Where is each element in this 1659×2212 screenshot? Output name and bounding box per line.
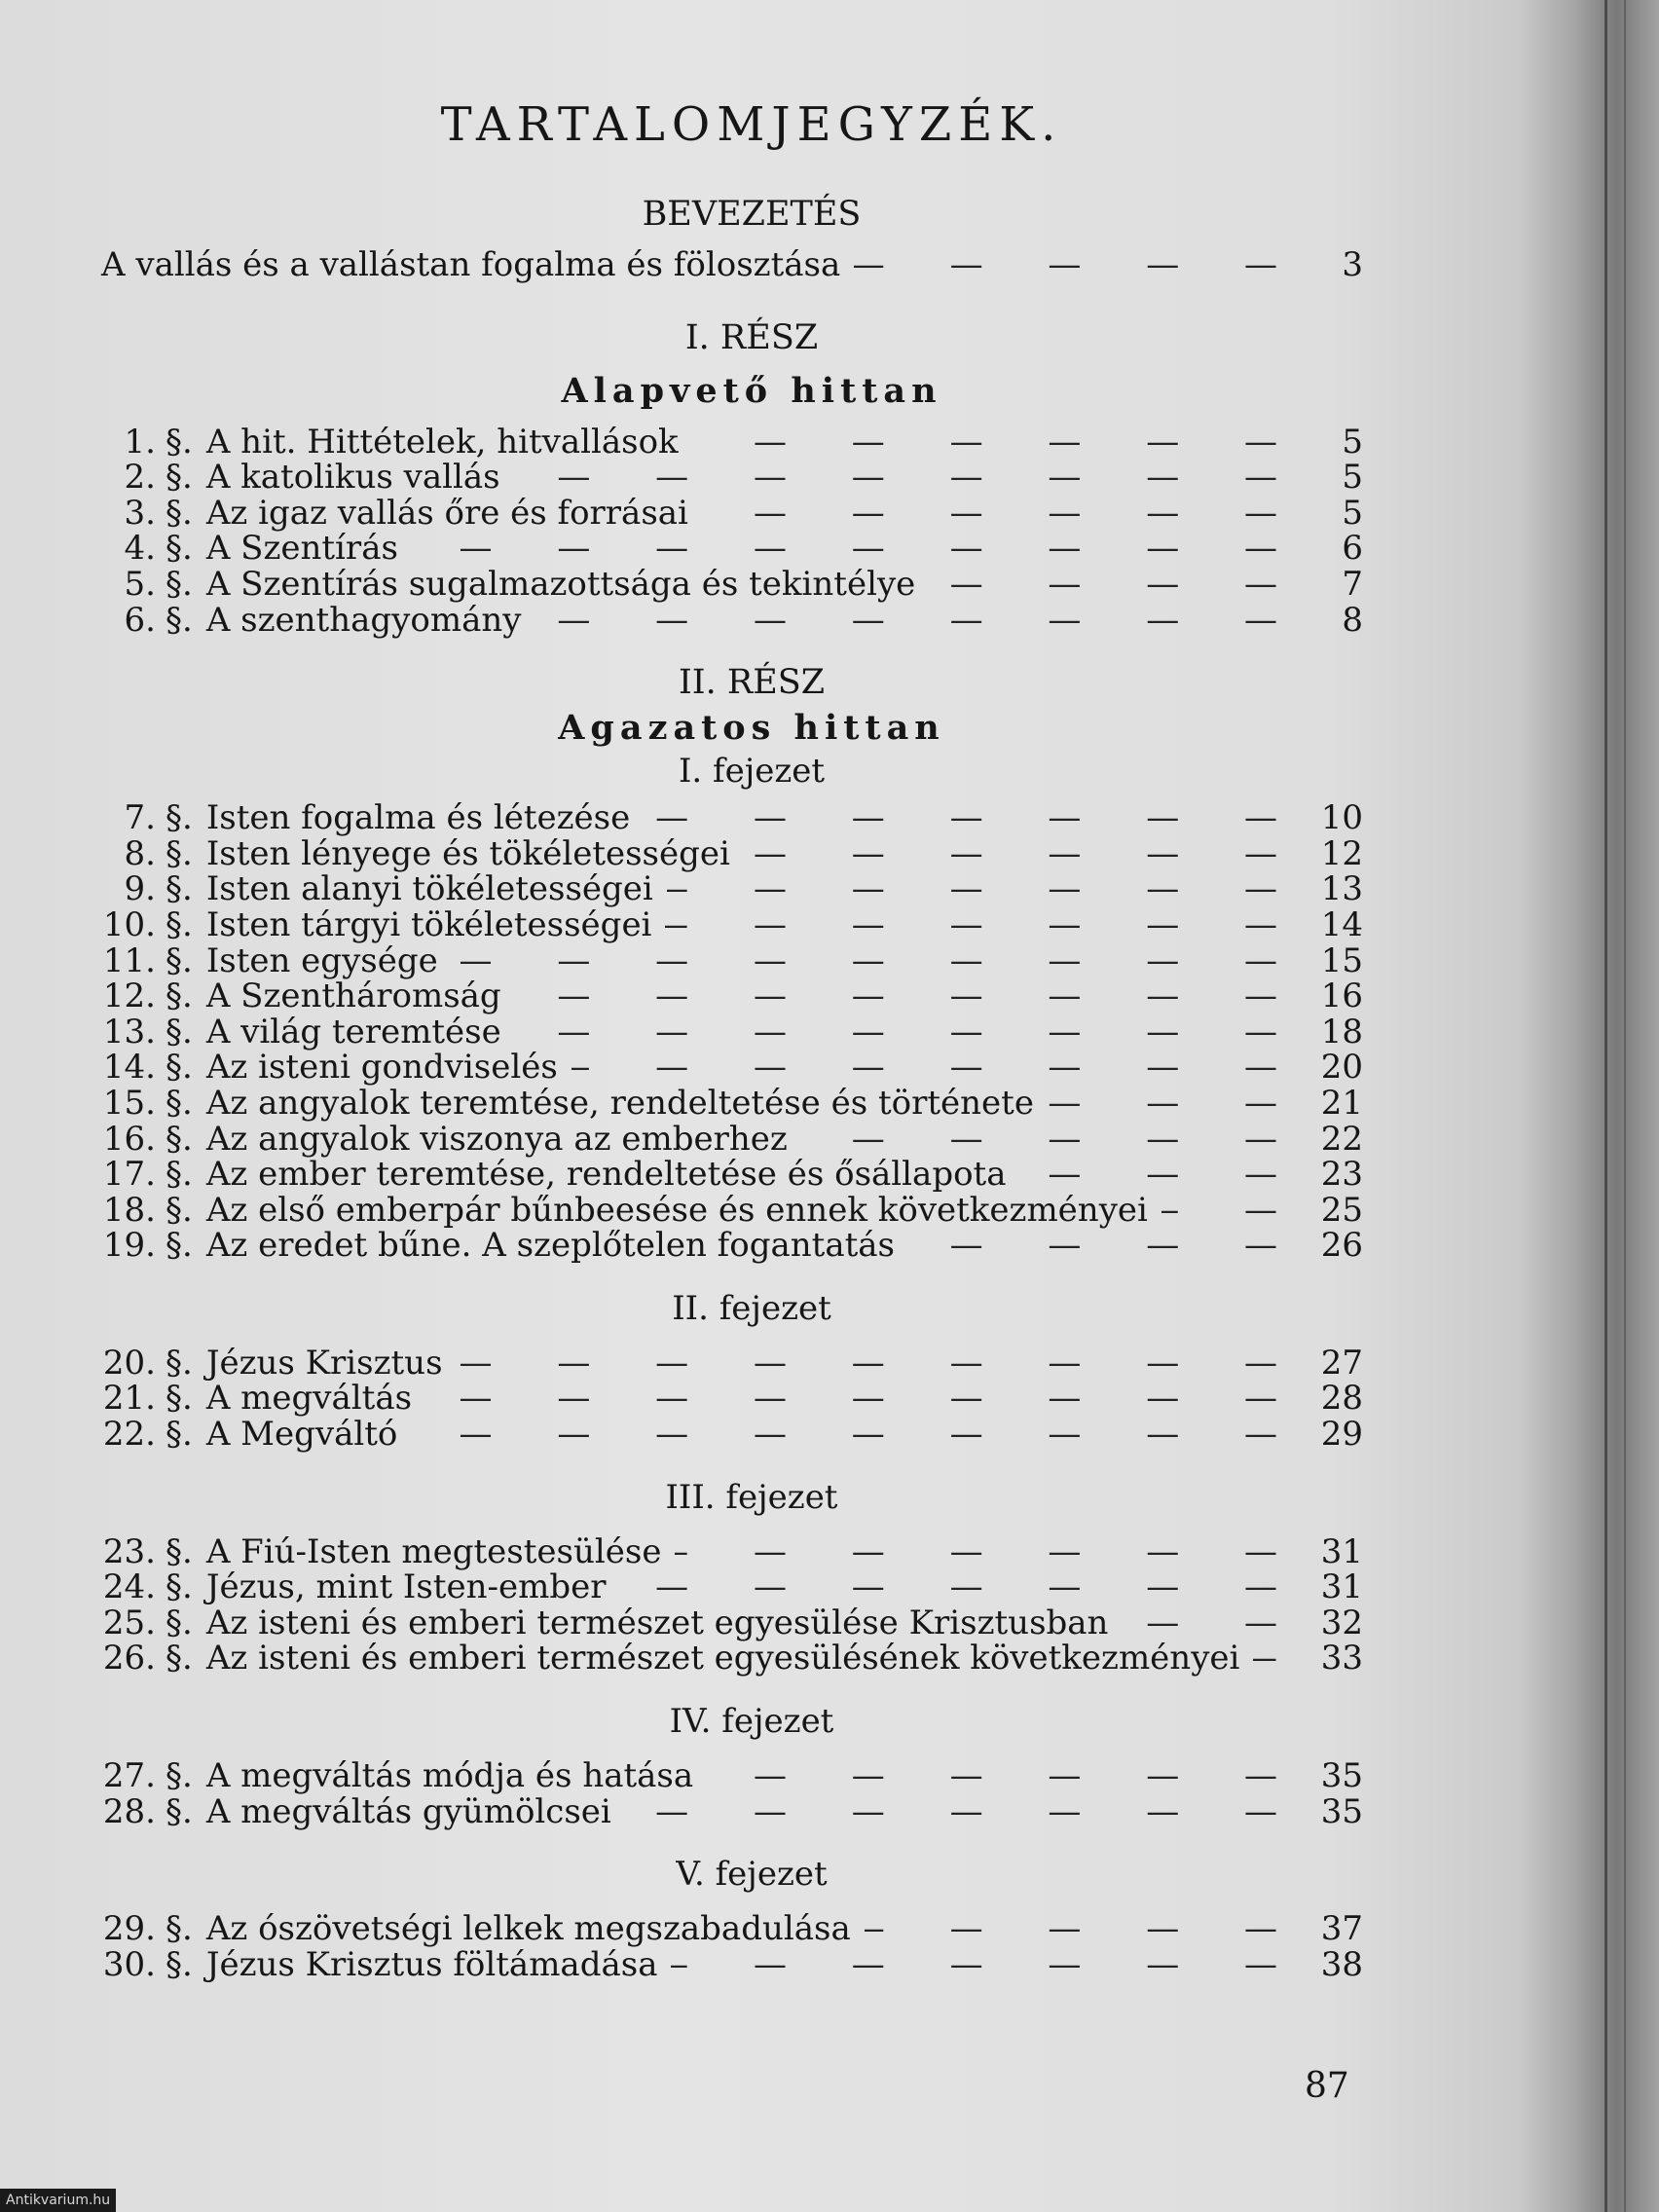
section-sign: §.: [166, 1567, 193, 1607]
toc-entry: [101, 871, 1363, 907]
entry-title: A vallás és a vallástan fogalma és fölosztása: [101, 245, 841, 284]
part1-title: Alapvető hittan: [561, 370, 942, 411]
page-title: TARTALOMJEGYZÉK.: [440, 97, 1063, 152]
dot-leader: [1122, 1605, 1305, 1641]
entry-page: 5: [1342, 422, 1363, 461]
section-sign: §.: [166, 600, 193, 640]
toc-entry: [101, 1014, 1363, 1051]
entry-title: Jézus Krisztus: [205, 1343, 443, 1382]
section-sign: §.: [166, 564, 193, 604]
dot-leader: [854, 247, 1305, 283]
dot-leader: [675, 1534, 1305, 1570]
toc-entry: [101, 1605, 1363, 1641]
dot-leader: [412, 531, 1305, 567]
dot-leader: [411, 1417, 1305, 1453]
section-sign: §.: [166, 1343, 193, 1382]
toc-entry: [101, 1758, 1363, 1794]
section-sign: §.: [166, 1190, 193, 1230]
toc-entry: [101, 564, 1363, 604]
chapter-heading: II. fejezet: [672, 1288, 831, 1328]
section-sign: §.: [166, 869, 193, 909]
entry-title: A Megváltó: [205, 1415, 398, 1455]
dot-leader: [619, 1569, 1305, 1605]
entry-title: Isten lényege és tökéletességei: [205, 833, 730, 873]
dot-leader: [452, 943, 1305, 979]
dot-leader: [744, 836, 1305, 872]
entry-number: 27.: [102, 1756, 156, 1796]
toc-entry: [101, 800, 1363, 836]
entry-title: A hit. Hittételek, hitvallások: [205, 422, 679, 461]
toc-entry: [101, 1343, 1363, 1382]
toc-entry: [101, 1190, 1363, 1230]
toc-entry: [101, 833, 1363, 873]
entry-title: Isten egysége: [205, 940, 438, 980]
entry-number: 12.: [102, 977, 156, 1016]
entry-title: A katolikus vallás: [205, 458, 500, 498]
entry-page: 31: [1320, 1567, 1363, 1607]
entry-page: 10: [1320, 798, 1363, 838]
entry-number: 16.: [102, 1119, 156, 1159]
chapter-block: [101, 1453, 1363, 1677]
entry-number: 26.: [102, 1639, 156, 1678]
entry-number: 20.: [102, 1343, 156, 1382]
entry-title: Az első emberpár bűnbeesése és ennek következményei: [205, 1190, 1148, 1230]
entry-number: 4.: [124, 529, 156, 569]
toc-entry: [101, 1228, 1363, 1264]
dot-leader: [692, 424, 1305, 461]
toc-entry: [101, 1083, 1363, 1123]
entry-title: Az eredet bűne. A szeplőtelen fogantatás: [205, 1226, 895, 1266]
section-sign: §.: [166, 940, 193, 980]
chapter-block: [101, 748, 1363, 1264]
toc-entry: [101, 600, 1363, 640]
section-sign: §.: [166, 1048, 193, 1088]
entry-page: 16: [1320, 977, 1363, 1016]
toc-entry: [101, 493, 1363, 533]
section-sign: §.: [166, 1791, 193, 1831]
section-sign: §.: [166, 493, 193, 533]
section-sign: §.: [166, 1226, 193, 1266]
entry-title: Jézus Krisztus föltámadása: [205, 1944, 658, 1984]
toc-entry: [101, 1417, 1363, 1453]
entry-page: 33: [1320, 1639, 1363, 1678]
entry-title: Az isteni és emberi természet egyesülése Krisztusban: [205, 1603, 1109, 1642]
toc-entry: [101, 1531, 1363, 1571]
entry-number: 13.: [102, 1012, 156, 1051]
intro-heading: BEVEZETÉS: [642, 195, 862, 234]
entry-number: 3.: [124, 493, 156, 533]
part2-title: Agazatos hittan: [558, 708, 945, 749]
dot-leader: [1253, 1641, 1305, 1677]
entry-title: Az ember teremtése, rendeltetése és ősállapota: [205, 1155, 1007, 1195]
dot-leader: [1048, 1086, 1305, 1122]
entry-page: 13: [1320, 869, 1363, 909]
entry-title: A megváltás: [205, 1379, 413, 1419]
entry-page: 21: [1320, 1083, 1363, 1123]
chapter-heading: IV. fejezet: [669, 1702, 834, 1742]
entry-page: 18: [1320, 1012, 1363, 1051]
section-sign: §.: [166, 1119, 193, 1159]
entry-title: Isten alanyi tökéletességei: [205, 869, 653, 909]
table-of-contents: [101, 97, 1363, 1982]
chapter-block: [101, 1829, 1363, 1982]
entry-title: Isten tárgyi tökéletességei: [205, 904, 652, 944]
page-number: 87: [1305, 2066, 1349, 2106]
section-sign: §.: [166, 833, 193, 873]
entry-page: 23: [1320, 1155, 1363, 1195]
chapter-heading: V. fejezet: [676, 1855, 828, 1895]
chapter-heading: I. fejezet: [678, 752, 826, 792]
toc-entry: [101, 460, 1363, 496]
dot-leader: [625, 1794, 1305, 1830]
toc-entry: [101, 1641, 1363, 1677]
section-sign: §.: [166, 1603, 193, 1642]
toc-entry: [101, 1944, 1363, 1984]
entry-title: Jézus, mint Isten-ember: [205, 1567, 607, 1607]
entry-page: 27: [1320, 1343, 1363, 1382]
section-sign: §.: [166, 458, 193, 498]
entry-page: 3: [1342, 245, 1363, 284]
section-sign: §.: [166, 1379, 193, 1419]
dot-leader: [908, 1228, 1305, 1264]
entry-title: Az isteni és emberi természet egyesülésének következményei: [205, 1639, 1240, 1678]
entry-number: 30.: [102, 1944, 156, 1984]
entry-number: 5.: [124, 564, 156, 604]
entry-page: 12: [1320, 833, 1363, 873]
entry-title: A világ teremtése: [205, 1012, 501, 1051]
entry-number: 15.: [102, 1083, 156, 1123]
entry-number: 11.: [102, 940, 156, 980]
toc-entry: [101, 1050, 1363, 1086]
entry-number: 22.: [102, 1415, 156, 1455]
toc-entry-intro: [101, 247, 1363, 283]
entry-title: A Fiú-Isten megtestesülése: [205, 1531, 662, 1571]
entry-page: 8: [1342, 600, 1363, 640]
entry-page: 28: [1320, 1379, 1363, 1419]
entry-number: 1.: [124, 422, 156, 461]
entry-title: A megváltás gyümölcsei: [205, 1791, 611, 1831]
chapter-block: [101, 1264, 1363, 1453]
dot-leader: [707, 1758, 1305, 1794]
dot-leader: [571, 1050, 1305, 1086]
section-sign: §.: [166, 1531, 193, 1571]
dot-leader: [535, 603, 1305, 639]
dot-leader: [515, 978, 1305, 1014]
entry-page: 6: [1342, 529, 1363, 569]
entry-title: Az ószövetségi lelkek megszabadulása: [205, 1909, 851, 1949]
entry-number: 7.: [124, 798, 156, 838]
entry-title: Az angyalok viszonya az emberhez: [205, 1119, 788, 1159]
dot-leader: [702, 496, 1305, 532]
toc-entry: [101, 1119, 1363, 1159]
dot-leader: [514, 460, 1305, 496]
entry-page: 7: [1342, 564, 1363, 604]
part1-heading: I. RÉSZ: [684, 317, 819, 357]
entry-number: 24.: [102, 1567, 156, 1607]
entry-title: A szenthagyomány: [205, 600, 522, 640]
dot-leader: [1161, 1193, 1305, 1229]
entry-page: 5: [1342, 458, 1363, 498]
dot-leader: [865, 1911, 1305, 1947]
toc-entry: [101, 940, 1363, 980]
toc-entry: [101, 531, 1363, 567]
entry-title: Isten fogalma és létezése: [205, 798, 631, 838]
entry-title: A megváltás módja és hatása: [205, 1756, 694, 1796]
entry-number: 18.: [102, 1190, 156, 1230]
entry-page: 15: [1320, 940, 1363, 980]
section-sign: §.: [166, 1083, 193, 1123]
dot-leader: [671, 1947, 1305, 1983]
entry-title: A Szentírás sugalmazottsága és tekintélye: [205, 564, 916, 604]
entry-number: 29.: [102, 1909, 156, 1949]
book-spine-shadow: [1519, 0, 1659, 2212]
section-sign: §.: [166, 977, 193, 1016]
entry-number: 10.: [102, 904, 156, 944]
entry-page: 37: [1320, 1909, 1363, 1949]
dot-leader: [929, 567, 1305, 603]
entry-title: A Szentháromság: [205, 977, 501, 1016]
entry-title: A Szentírás: [205, 529, 398, 569]
toc-entry: [101, 978, 1363, 1014]
toc-entry: [101, 1911, 1363, 1947]
entry-number: 21.: [102, 1379, 156, 1419]
entry-number: 9.: [124, 869, 156, 909]
dot-leader: [801, 1122, 1305, 1158]
section-sign: §.: [166, 1909, 193, 1949]
toc-entry: [101, 1157, 1363, 1193]
entry-page: 14: [1320, 904, 1363, 944]
entry-number: 2.: [124, 458, 156, 498]
entry-page: 31: [1320, 1531, 1363, 1571]
section-sign: §.: [166, 1415, 193, 1455]
entry-page: 35: [1320, 1791, 1363, 1831]
chapter-heading: III. fejezet: [665, 1477, 838, 1517]
entry-page: 32: [1320, 1603, 1363, 1642]
section-sign: §.: [166, 798, 193, 838]
dot-leader: [667, 871, 1305, 907]
entry-page: 22: [1320, 1119, 1363, 1159]
toc-entry: [101, 1569, 1363, 1605]
entry-page: 25: [1320, 1190, 1363, 1230]
section-sign: §.: [166, 529, 193, 569]
watermark: Antikvarium.hu: [0, 2189, 116, 2212]
section-sign: §.: [166, 1155, 193, 1195]
entry-page: 26: [1320, 1226, 1363, 1266]
section-sign: §.: [166, 422, 193, 461]
part2-heading: II. RÉSZ: [678, 663, 826, 703]
section-sign: §.: [166, 904, 193, 944]
section-sign: §.: [166, 1944, 193, 1984]
part2-chapters: [101, 748, 1363, 1982]
part1-entries: [101, 424, 1363, 639]
chapter-block: [101, 1677, 1363, 1829]
dot-leader: [1020, 1157, 1306, 1193]
entry-page: 5: [1342, 493, 1363, 533]
entry-number: 23.: [102, 1531, 156, 1571]
dot-leader: [425, 1381, 1305, 1417]
dot-leader: [515, 1014, 1305, 1051]
dot-leader: [644, 800, 1305, 836]
toc-entry: [101, 424, 1363, 461]
entry-number: 25.: [102, 1603, 156, 1642]
entry-page: 29: [1320, 1415, 1363, 1455]
dot-leader: [665, 907, 1305, 943]
toc-entry: [101, 1791, 1363, 1831]
section-sign: §.: [166, 1012, 193, 1051]
entry-number: 19.: [102, 1226, 156, 1266]
section-sign: §.: [166, 1756, 193, 1796]
entry-page: 35: [1320, 1756, 1363, 1796]
entry-page: 38: [1320, 1944, 1363, 1984]
entry-number: 8.: [124, 833, 156, 873]
entry-number: 6.: [124, 600, 156, 640]
toc-entry: [101, 1381, 1363, 1417]
entry-number: 14.: [102, 1048, 156, 1088]
entry-number: 17.: [102, 1155, 156, 1195]
toc-entry: [101, 904, 1363, 944]
entry-title: Az igaz vallás őre és forrásai: [205, 493, 688, 533]
entry-page: 20: [1320, 1048, 1363, 1088]
entry-title: Az isteni gondviselés: [205, 1048, 558, 1088]
entry-number: 28.: [102, 1791, 156, 1831]
dot-leader: [457, 1346, 1305, 1382]
entry-title: Az angyalok teremtése, rendeltetése és története: [205, 1083, 1034, 1123]
section-sign: §.: [166, 1639, 193, 1678]
